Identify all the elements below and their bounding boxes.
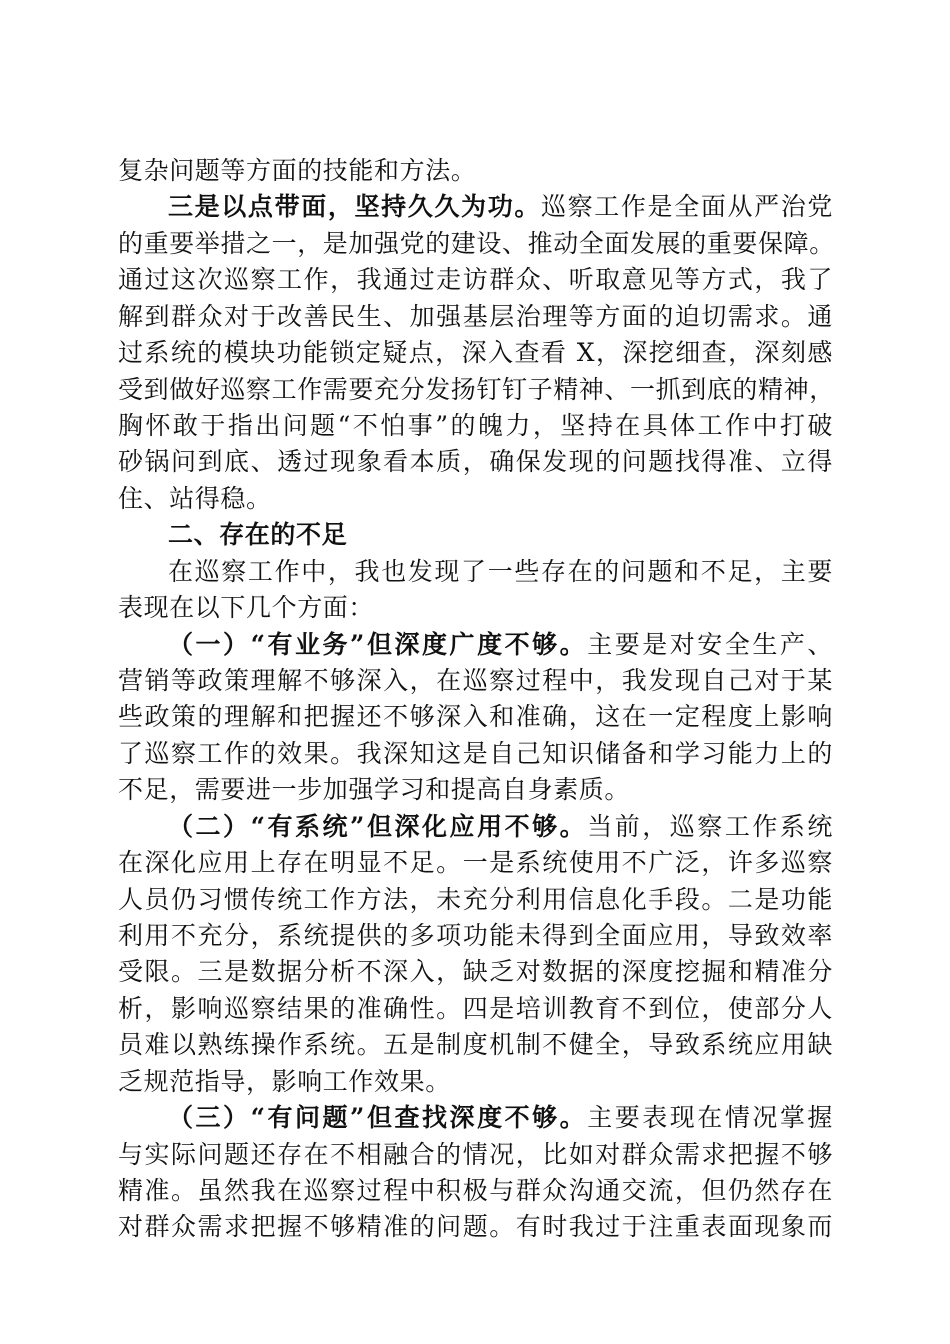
text-line: （二）“有系统”但深化应用不够。当前，巡察工作系统 xyxy=(168,812,833,841)
text-line: 住、站得稳。 xyxy=(118,484,272,513)
text-line: 利用不充分，系统提供的多项功能未得到全面应用，导致效率 xyxy=(118,921,833,950)
text-line: 人员仍习惯传统工作方法，未充分利用信息化手段。二是功能 xyxy=(118,885,833,914)
text-line: 不足，需要进一步加强学习和提高自身素质。 xyxy=(118,775,631,804)
text-line: 在深化应用上存在明显不足。一是系统使用不广泛，许多巡察 xyxy=(118,848,833,877)
text-line: 受到做好巡察工作需要充分发扬钉钉子精神、一抓到底的精神， xyxy=(118,375,835,404)
text-line: 与实际问题还存在不相融合的情况，比如对群众需求把握不够 xyxy=(118,1140,833,1169)
text-line: 的重要举措之一，是加强党的建设、推动全面发展的重要保障。 xyxy=(118,229,835,258)
text-line: 复杂问题等方面的技能和方法。 xyxy=(118,156,477,185)
text-line: 表现在以下几个方面： xyxy=(118,593,375,622)
text-line: 了巡察工作的效果。我深知这是自己知识储备和学习能力上的 xyxy=(118,739,833,768)
text-line: 在巡察工作中，我也发现了一些存在的问题和不足，主要 xyxy=(168,557,833,586)
text-line: 些政策的理解和把握还不够深入和准确，这在一定程度上影响 xyxy=(118,702,833,731)
text-line: 员难以熟练操作系统。五是制度机制不健全，导致系统应用缺 xyxy=(118,1030,833,1059)
text-line: 对群众需求把握不够精准的问题。有时我过于注重表面现象而 xyxy=(118,1212,833,1241)
section-heading: 二、存在的不足 xyxy=(168,520,348,549)
text-line: 砂锅问到底、透过现象看本质，确保发现的问题找得准、立得 xyxy=(118,447,833,476)
text-line: 析，影响巡察结果的准确性。四是培训教育不到位，使部分人 xyxy=(118,994,833,1023)
text-line: 三是以点带面，坚持久久为功。巡察工作是全面从严治党 xyxy=(168,192,833,221)
text-line: 受限。三是数据分析不深入，缺乏对数据的深度挖掘和精准分 xyxy=(118,957,833,986)
text-line: 精准。虽然我在巡察过程中积极与群众沟通交流，但仍然存在 xyxy=(118,1176,833,1205)
text-line: 乏规范指导，影响工作效果。 xyxy=(118,1067,451,1096)
text-line: 解到群众对于改善民生、加强基层治理等方面的迫切需求。通 xyxy=(118,302,833,331)
text-line: （三）“有问题”但查找深度不够。主要表现在情况掌握 xyxy=(168,1103,833,1132)
text-line: 营销等政策理解不够深入，在巡察过程中，我发现自己对于某 xyxy=(118,666,833,695)
text-line: （一）“有业务”但深度广度不够。主要是对安全生产、 xyxy=(168,630,833,659)
text-line: 胸怀敢于指出问题“不怕事”的魄力，坚持在具体工作中打破 xyxy=(118,411,833,440)
text-line: 通过这次巡察工作，我通过走访群众、听取意见等方式，我了 xyxy=(118,265,833,294)
text-line: 过系统的模块功能锁定疑点，深入查看 X，深挖细查，深刻感 xyxy=(118,338,833,367)
